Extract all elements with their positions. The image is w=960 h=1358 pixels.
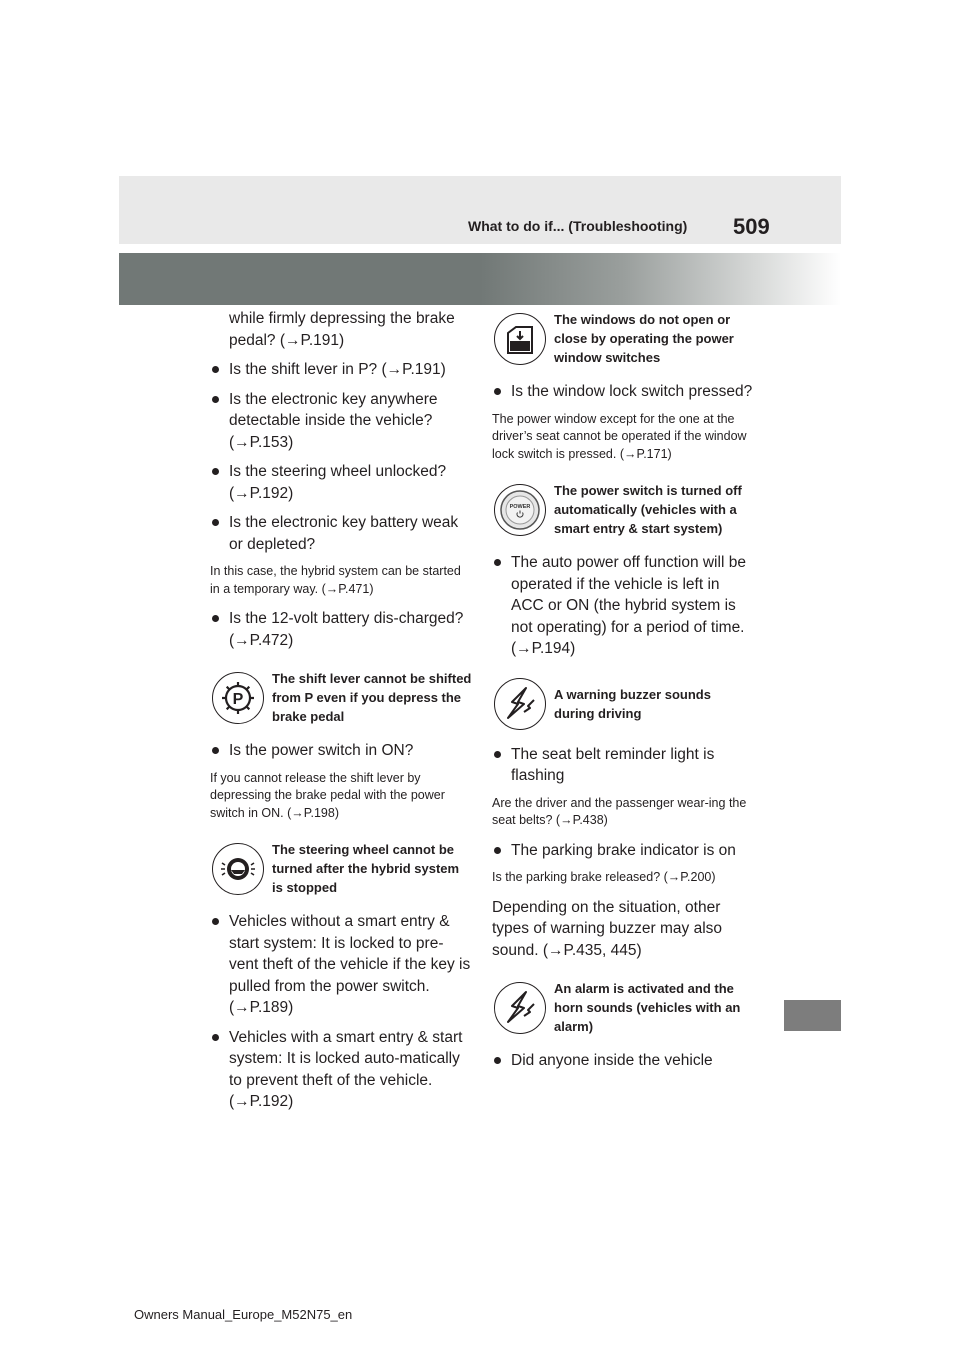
page-number: 509 (733, 214, 770, 239)
right-column (492, 300, 754, 1080)
shift-lever-section (210, 669, 472, 726)
note-window-lock: The power window except for the one at the driver’s seat cannot be operated if the window lock switch is pressed. (→P.171) (492, 411, 747, 461)
steering-heading: The steering wheel cannot be turned after the hybrid system is stopped (272, 842, 460, 895)
alarm-section (492, 979, 754, 1036)
window-heading: The windows do not open or close by operating the power window switches (554, 312, 734, 365)
continued-text: while firmly depressing the brake pedal? (→P.191) (229, 310, 455, 349)
bullet-parking-brake: The parking brake indicator is on (492, 840, 754, 862)
footer-manual-id: Owners Manual_Europe_M52N75_en (134, 1307, 353, 1322)
svg-text:P: P (232, 690, 244, 708)
bullet-seat-belt: The seat belt reminder light is flashing (492, 744, 754, 787)
alarm-heading: An alarm is activated and the horn sounds (vehicles with an alarm) (554, 981, 741, 1034)
bullet-without-smart-entry: Vehicles without a smart entry & start system: It is locked to pre-vent theft of the vehicle if the key is pulled from the power switch. (→P.189) (210, 911, 472, 1019)
bullet-steering-unlocked: Is the steering wheel unlocked? (→P.192) (210, 461, 472, 504)
note-temporary-start: In this case, the hybrid system can be started in a temporary way. (→P.471) (210, 564, 461, 596)
power-switch-heading: The power switch is turned off automatically (vehicles with a smart entry & start system) (554, 483, 742, 536)
note-parking-brake: Is the parking brake released? (→P.200) (492, 870, 716, 884)
power-icon-text: POWER (509, 503, 531, 510)
bullet-shift-lever-p: Is the shift lever in P? (→P.191) (210, 359, 472, 381)
bullet-did-anyone: Did anyone inside the vehicle (492, 1050, 754, 1072)
bullet-with-smart-entry: Vehicles with a smart entry & start system: It is locked auto-matically to prevent theft of the vehicle. (→P.192) (210, 1027, 472, 1113)
steering-lock-icon (212, 843, 264, 895)
header-gradient-bar (119, 253, 841, 305)
bullet-auto-power-off: The auto power off function will be operated if the vehicle is left in ACC or ON (the hybrid system is not operating) for a period of time. (→P.194) (492, 552, 754, 660)
section-title: What to do if... (Troubleshooting) (468, 218, 688, 234)
power-switch-section (492, 481, 754, 538)
buzzer-section (492, 678, 754, 730)
note-power-switch-on: If you cannot release the shift lever by depressing the brake pedal with the power switch in ON. (→P.198) (210, 770, 445, 820)
warning-buzzer-icon (494, 678, 546, 730)
para-other-buzzer: Depending on the situation, other types of warning buzzer may also sound. (→P.435, 445) (492, 898, 723, 959)
bullet-key-battery: Is the electronic key battery weak or depleted? (210, 512, 472, 555)
bullet-12v-battery: Is the 12-volt battery dis-charged? (→P.472) (210, 608, 472, 651)
window-section (492, 310, 754, 367)
alarm-icon (494, 982, 546, 1034)
bullet-window-lock: Is the window lock switch pressed? (492, 381, 754, 403)
shift-lock-gear-icon (212, 672, 264, 724)
bullet-key-anywhere: Is the electronic key anywhere detectable inside the vehicle? (→P.153) (210, 389, 472, 454)
buzzer-heading: A warning buzzer sounds during driving (554, 686, 711, 721)
bullet-power-switch-on: Is the power switch in ON? (210, 740, 472, 762)
chapter-side-tab (784, 1000, 841, 1031)
window-switch-icon (494, 313, 546, 365)
shift-lever-heading: The shift lever cannot be shifted from P even if you depress the brake pedal (272, 671, 472, 724)
power-switch-icon (494, 484, 546, 536)
note-seat-belt: Are the driver and the passenger wear-ing the seat belts? (→P.438) (492, 795, 747, 827)
steering-section (210, 840, 472, 897)
left-column (210, 300, 472, 1121)
